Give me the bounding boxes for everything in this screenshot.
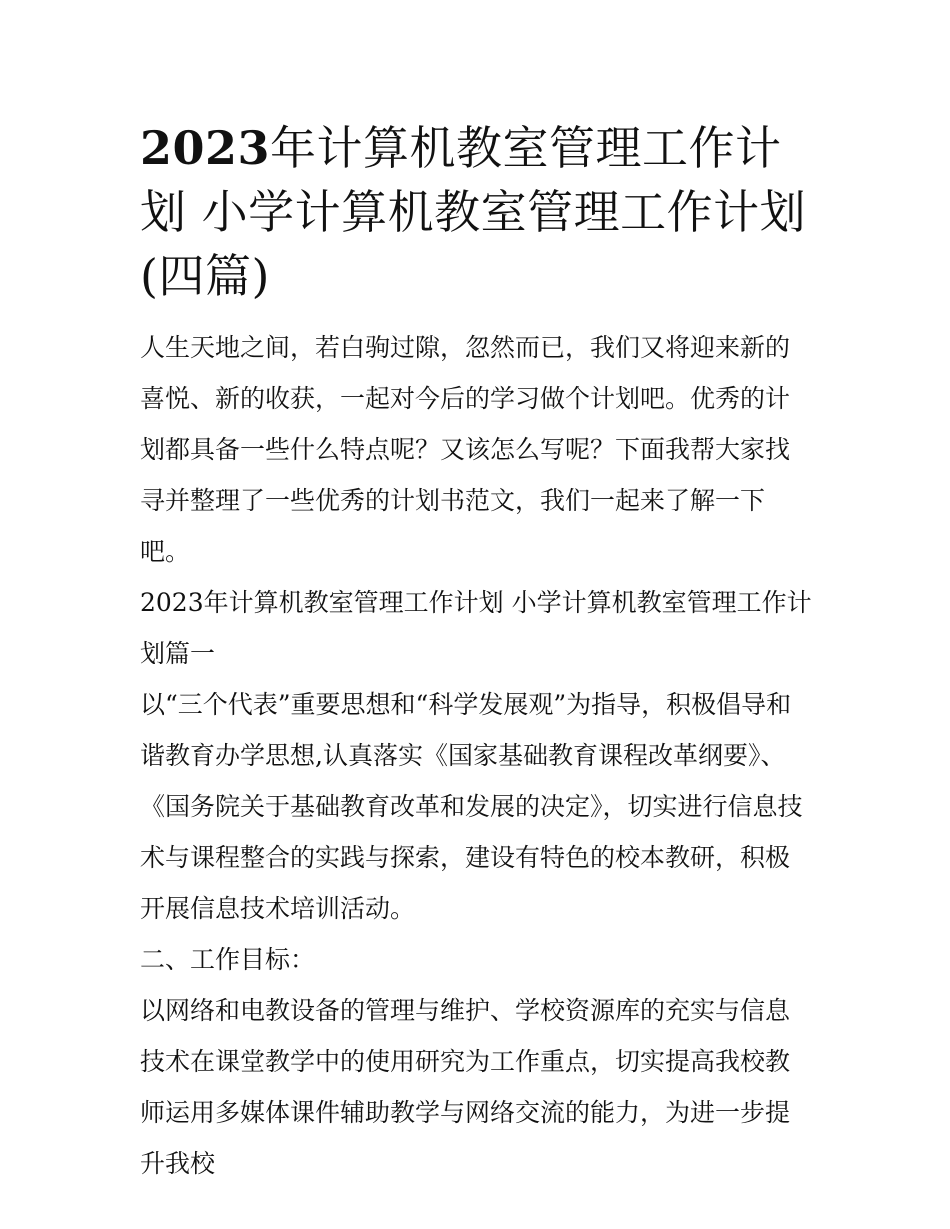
work-goals-paragraph: 以网络和电教设备的管理与维护、学校资源库的充实与信息技术在课堂教学中的使用研究为工作重点，切实提高我校教师运用多媒体课件辅助教学与网络交流的能力，为进一步提升我校 xyxy=(140,996,791,1178)
guiding-ideology-paragraph: 以“三个代表”重要思想和“科学发展观”为指导，积极倡导和谐教育办学思想,认真落实《国家基础教育课程改革纲要》、《国务院关于基础教育改革和发展的决定》，切实进行信息技术与课程整合的实践与探索，建设有特色的校本教研，积极开展信息技术培训活动。 xyxy=(140,690,803,923)
section-heading-part-one: 2023年计算机教室管理工作计划 小学计算机教室管理工作计划篇一 xyxy=(140,588,812,668)
document-body xyxy=(140,116,812,1189)
document-title xyxy=(140,116,812,308)
title-text: 年计算机教室管理工作计划 小学计算机教室管理工作计划(四篇) xyxy=(140,121,807,303)
work-goals-heading: 二、工作目标： xyxy=(140,945,316,974)
intro-paragraph: 人生天地之间，若白驹过隙，忽然而已，我们又将迎来新的喜悦、新的收获，一起对今后的学习做个计划吧。优秀的计划都具备一些什么特点呢？又该怎么写呢？下面我帮大家找寻并整理了一些优秀的计划书范文，我们一起来了解一下吧。 xyxy=(140,333,791,566)
title-year: 2023 xyxy=(140,121,271,175)
